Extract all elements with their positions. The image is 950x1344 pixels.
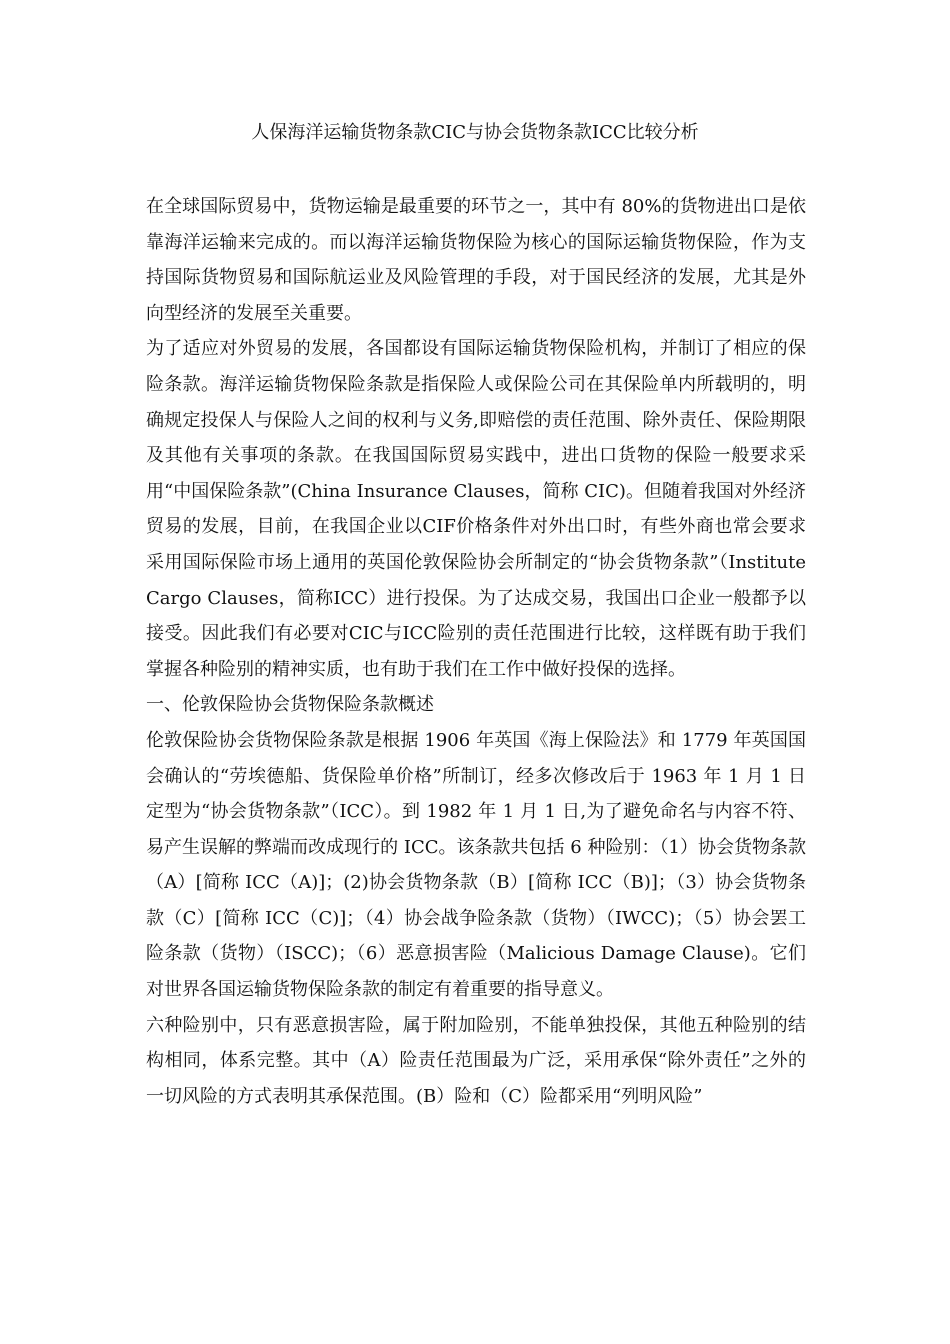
paragraph-intro: 在全球国际贸易中，货物运输是最重要的环节之一，其中有 80%的货物进出口是依靠海洋运输来完成的。而以海洋运输货物保险为核心的国际运输货物保险，作为支持国际货物贸易和国际航运业及风险管理的手段，对于国民经济的发展，尤其是外向型经济的发展至关重要。 xyxy=(146,196,806,324)
document-title: 人保海洋运输货物条款CIC与协会货物条款ICC比较分析 xyxy=(251,122,699,143)
document-body xyxy=(146,189,806,1114)
paragraph-six-clauses: 六种险别中，只有恶意损害险，属于附加险别，不能单独投保，其他五种险别的结构相同，体系完整。其中（A）险责任范围最为广泛，采用承保“除外责任”之外的一切风险的方式表明其承保范围。(B）险和（C）险都采用“列明风险” xyxy=(146,1014,806,1107)
section-heading-1: 一、伦敦保险协会货物保险条款概述 xyxy=(146,694,434,716)
paragraph-background: 为了适应对外贸易的发展，各国都设有国际运输货物保险机构，并制订了相应的保险条款。海洋运输货物保险条款是指保险人或保险公司在其保险单内所载明的，明确规定投保人与保险人之间的权利与义务,即赔偿的责任范围、除外责任、保险期限及其他有关事项的条款。在我国国际贸易实践中，进出口货物的保险一般要求采用“中国保险条款”(China Insurance Clauses，简称 CIC)。但随着我国对外经济贸易的发展，目前，在我国企业以CIF价格条件对外出口时，有些外商也常会要求采用国际保险市场上通用的英国伦敦保险协会所制定的“协会货物条款”（Institute Cargo Clauses，简称ICC）进行投保。为了达成交易，我国出口企业一般都予以接受。因此我们有必要对CIC与ICC险别的责任范围进行比较，这样既有助于我们掌握各种险别的精神实质，也有助于我们在工作中做好投保的选择。 xyxy=(146,338,806,680)
paragraph-icc-overview: 伦敦保险协会货物保险条款是根据 1906 年英国《海上保险法》和 1779 年英国国会确认的“劳埃德船、货保险单价格”所制订，经多次修改后于 1963 年 1 月 1 日定型为“协会货物条款”（ICC）。到 1982 年 1 月 1 日,为了避免命名与内容不符、易产生误解的弊端而改成现行的 ICC。该条款共包括 6 种险别：（1）协会货物条款（A）[简称 ICC（A)]；(2)协会货物条款（B）[简称 ICC（B)]；（3）协会货物条款（C）[简称 ICC（C)]；（4）协会战争险条款（货物）（IWCC)；（5）协会罢工险条款（货物）（ISCC)；（6）恶意损害险（Malicious Damage Clause)。它们对世界各国运输货物保险条款的制定有着重要的指导意义。 xyxy=(146,729,806,1001)
